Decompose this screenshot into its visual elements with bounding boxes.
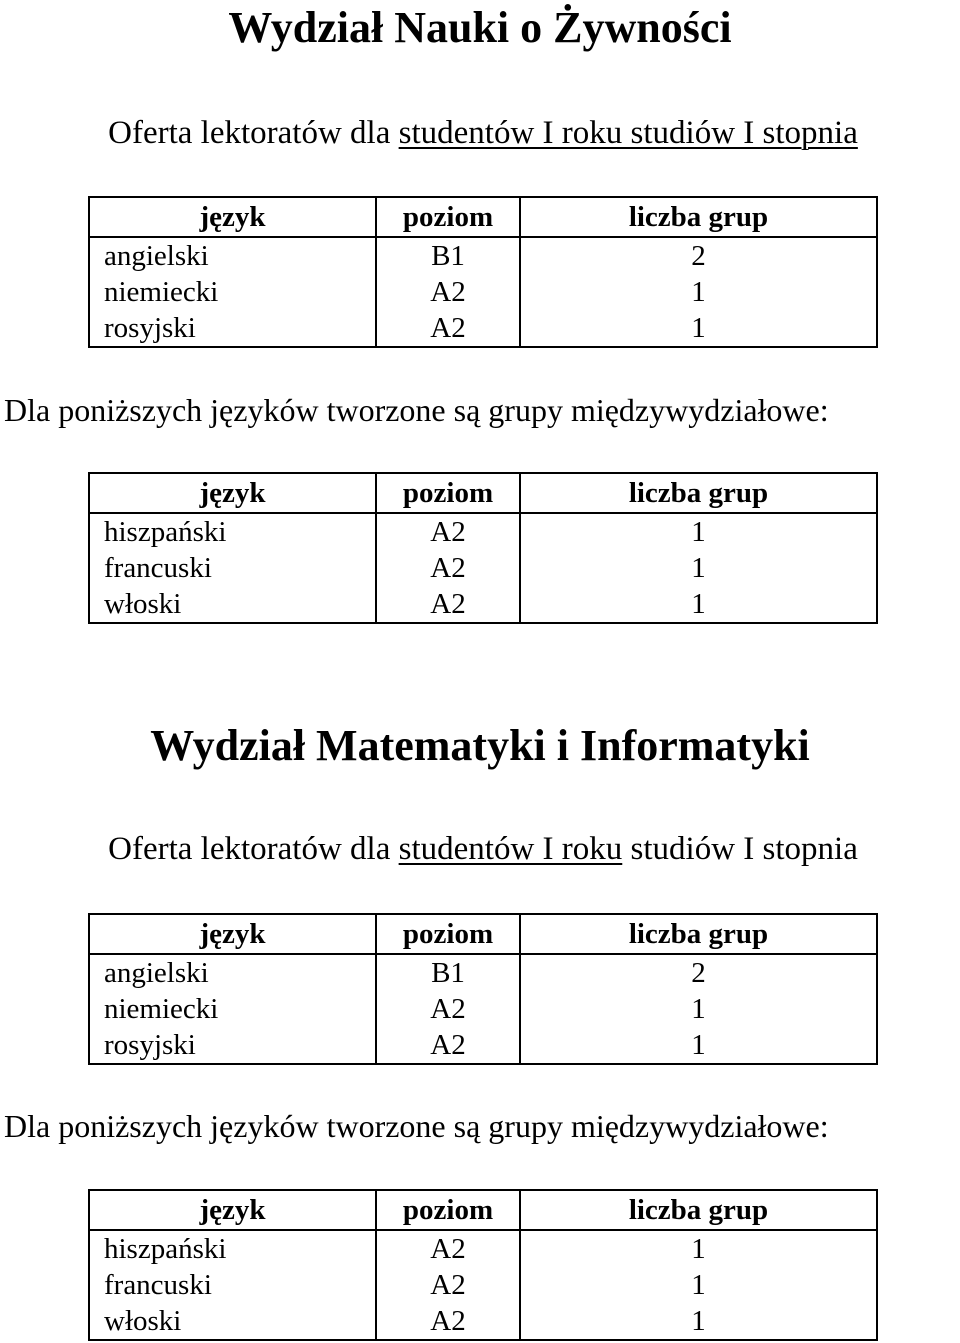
- column-header-level: poziom: [376, 197, 520, 237]
- table-header-row: [89, 1190, 877, 1230]
- level-cell: A2: [376, 550, 520, 586]
- group-count-cell: 1: [520, 1230, 877, 1267]
- faculty-title: Wydział Matematyki i Informatyki: [150, 721, 810, 770]
- table-header-row: [89, 914, 877, 954]
- level-cell: A2: [376, 1303, 520, 1340]
- table-header-row: [89, 473, 877, 513]
- offer-line: [0, 113, 960, 153]
- column-header-level: poziom: [376, 914, 520, 954]
- interfaculty-language-table: [88, 1189, 878, 1341]
- language-table: [88, 196, 878, 348]
- group-count-cell: 1: [520, 274, 877, 310]
- offer-line: [0, 829, 960, 869]
- offer-text: Oferta lektoratów dla: [108, 831, 399, 867]
- table-row: [89, 991, 877, 1027]
- table-row: [89, 550, 877, 586]
- table-row: [89, 954, 877, 991]
- interfaculty-language-table: [88, 472, 878, 624]
- column-header-language: język: [89, 197, 376, 237]
- group-count-cell: 2: [520, 237, 877, 274]
- column-header-group-count: liczba grup: [520, 473, 877, 513]
- column-header-group-count: liczba grup: [520, 1190, 877, 1230]
- language-cell: niemiecki: [89, 991, 376, 1027]
- column-header-language: język: [89, 1190, 376, 1230]
- group-count-cell: 1: [520, 1303, 877, 1340]
- interfaculty-note: Dla poniższych języków tworzone są grupy międzywydziałowe:: [4, 1108, 829, 1144]
- level-cell: A2: [376, 1027, 520, 1064]
- column-header-level: poziom: [376, 473, 520, 513]
- level-cell: A2: [376, 991, 520, 1027]
- language-cell: niemiecki: [89, 274, 376, 310]
- offer-underlined-text: studentów I roku: [398, 831, 623, 867]
- group-count-cell: 1: [520, 586, 877, 623]
- language-cell: angielski: [89, 954, 376, 991]
- interfaculty-note: Dla poniższych języków tworzone są grupy międzywydziałowe:: [4, 392, 829, 428]
- level-cell: A2: [376, 310, 520, 347]
- language-cell: hiszpański: [89, 1230, 376, 1267]
- level-cell: A2: [376, 586, 520, 623]
- language-cell: rosyjski: [89, 1027, 376, 1064]
- offer-text-after: studiów I stopnia: [622, 831, 858, 867]
- level-cell: A2: [376, 274, 520, 310]
- faculty-title: Wydział Nauki o Żywności: [228, 3, 732, 52]
- group-count-cell: 1: [520, 550, 877, 586]
- column-header-level: poziom: [376, 1190, 520, 1230]
- group-count-cell: 1: [520, 1027, 877, 1064]
- language-cell: włoski: [89, 586, 376, 623]
- group-count-cell: 1: [520, 310, 877, 347]
- language-cell: rosyjski: [89, 310, 376, 347]
- table-row: [89, 586, 877, 623]
- level-cell: B1: [376, 954, 520, 991]
- level-cell: A2: [376, 1267, 520, 1303]
- language-cell: francuski: [89, 1267, 376, 1303]
- level-cell: A2: [376, 1230, 520, 1267]
- column-header-group-count: liczba grup: [520, 914, 877, 954]
- column-header-group-count: liczba grup: [520, 197, 877, 237]
- group-count-cell: 1: [520, 991, 877, 1027]
- table-header-row: [89, 197, 877, 237]
- language-cell: włoski: [89, 1303, 376, 1340]
- level-cell: B1: [376, 237, 520, 274]
- group-count-cell: 1: [520, 1267, 877, 1303]
- language-cell: angielski: [89, 237, 376, 274]
- language-cell: francuski: [89, 550, 376, 586]
- offer-text: Oferta lektoratów dla: [108, 115, 399, 151]
- table-row: [89, 274, 877, 310]
- table-row: [89, 513, 877, 550]
- column-header-language: język: [89, 914, 376, 954]
- table-row: [89, 1303, 877, 1340]
- table-row: [89, 1267, 877, 1303]
- offer-underlined-text: studentów I roku studiów I stopnia: [398, 115, 858, 151]
- table-row: [89, 1230, 877, 1267]
- group-count-cell: 2: [520, 954, 877, 991]
- table-row: [89, 310, 877, 347]
- table-row: [89, 1027, 877, 1064]
- group-count-cell: 1: [520, 513, 877, 550]
- table-row: [89, 237, 877, 274]
- column-header-language: język: [89, 473, 376, 513]
- language-table: [88, 913, 878, 1065]
- language-cell: hiszpański: [89, 513, 376, 550]
- level-cell: A2: [376, 513, 520, 550]
